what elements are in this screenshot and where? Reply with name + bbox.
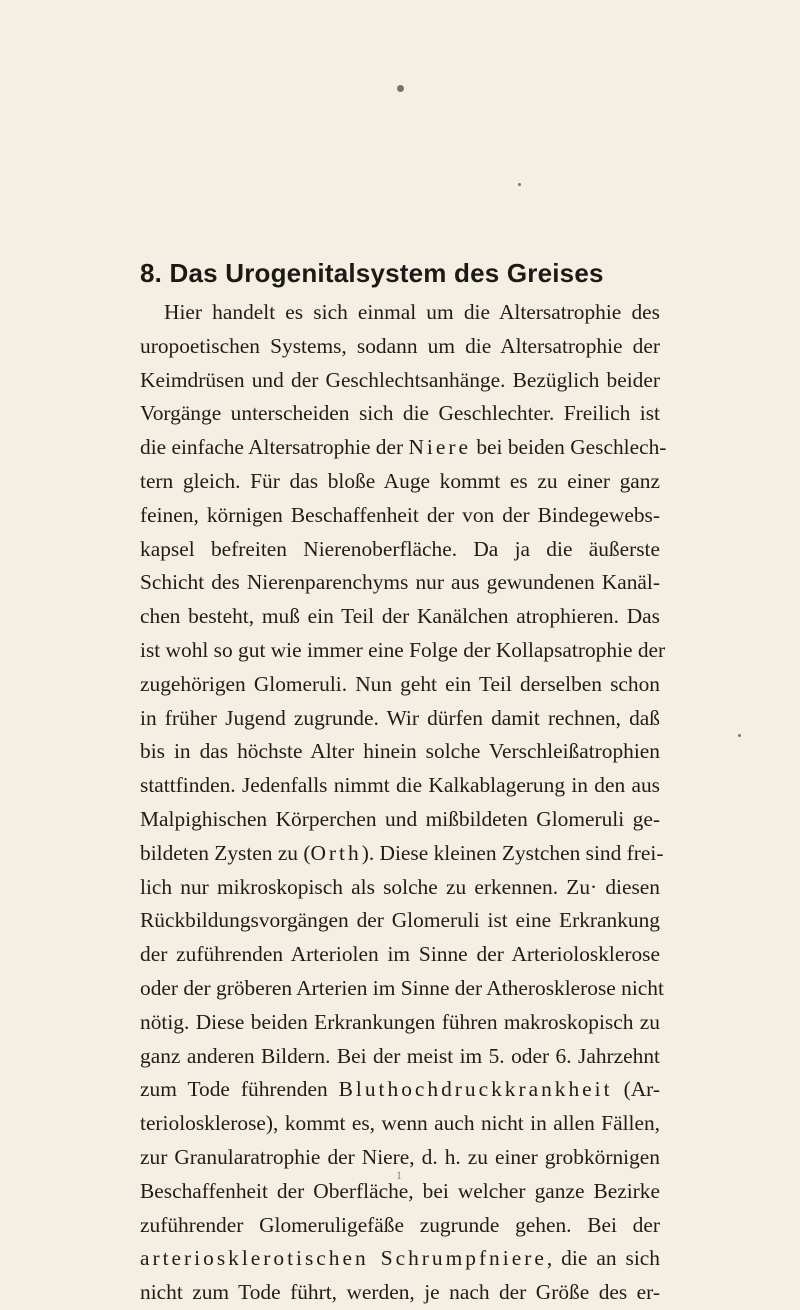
text-line: chen besteht, muß ein Teil der Kanälchen atrophieren. Das: [140, 604, 660, 629]
text-segment: , die an sich: [546, 1246, 660, 1271]
text-line: lich nur mikroskopisch als solche zu erkennen. Zu· diesen: [140, 874, 660, 899]
text-line: ist wohl so gut wie immer eine Folge der Kollapsatrophie der: [140, 637, 666, 662]
body-paragraph: [140, 296, 667, 1310]
text-line: nötig. Diese beiden Erkrankungen führen makroskopisch zu: [140, 1009, 660, 1034]
text-line: Malpighischen Körperchen und mißbildeten Glomeruli ge-: [140, 806, 660, 831]
emphasis-niere: Niere: [408, 435, 471, 460]
ink-speck: [738, 734, 741, 737]
ink-speck: [518, 183, 521, 186]
text-line: [140, 837, 664, 871]
text-line: [140, 431, 667, 465]
emphasis-bluthochdruckkrankheit: Bluthochdruckkrankheit: [338, 1077, 613, 1102]
emphasis-orth: Orth: [310, 840, 362, 865]
text-line: kapsel befreiten Nierenoberfläche. Da ja die äußerste: [140, 536, 660, 561]
text-line: Keimdrüsen und der Geschlechtsanhänge. Bezüglich beider: [140, 367, 660, 392]
text-line: zugehörigen Glomeruli. Nun geht ein Teil derselben schon: [140, 671, 660, 696]
text-line: ganz anderen Bildern. Bei der meist im 5. oder 6. Jahrzehnt: [140, 1043, 660, 1068]
text-line: in früher Jugend zugrunde. Wir dürfen damit rechnen, daß: [140, 705, 660, 730]
text-segment: die einfache Altersatrophie der: [140, 435, 404, 460]
text-line: teriolosklerose), kommt es, wenn auch nicht in allen Fällen,: [140, 1111, 660, 1136]
text-segment: zum Tode führenden: [140, 1077, 328, 1102]
text-segment: ). Diese kleinen Zystchen sind frei-: [361, 840, 664, 865]
page-mark: 1: [396, 1168, 402, 1182]
text-line: [140, 1073, 660, 1107]
text-line: Beschaffenheit der Oberfläche, bei welcher ganze Bezirke: [140, 1178, 660, 1203]
text-line: oder der gröberen Arterien im Sinne der Atherosklerose nicht: [140, 975, 664, 1000]
text-line: uropoetischen Systems, sodann um die Altersatrophie der: [140, 333, 660, 358]
section-heading: 8. Das Urogenitalsystem des Greises: [140, 258, 604, 288]
text-line: Vorgänge unterscheiden sich die Geschlechter. Freilich ist: [140, 401, 660, 426]
text-line: Rückbildungsvorgängen der Glomeruli ist eine Erkrankung: [140, 908, 660, 933]
text-line: Hier handelt es sich einmal um die Altersatrophie des: [164, 300, 660, 324]
text-line: zuführender Glomeruligefäße zugrunde gehen. Bei der: [140, 1212, 660, 1237]
text-line: der zuführenden Arteriolen im Sinne der Arteriolosklerose: [140, 942, 660, 967]
text-segment: bildeten Zysten zu (: [140, 840, 311, 865]
emphasis-schrumpfniere: arteriosklerotischen Schrumpfniere: [140, 1246, 547, 1271]
text-line: Schicht des Nierenparenchyms nur aus gewundenen Kanäl-: [140, 570, 660, 595]
text-line: zur Granularatrophie der Niere, d. h. zu einer grobkörnigen: [140, 1144, 660, 1169]
text-line: nicht zum Tode führt, werden, je nach der Größe des er-: [140, 1280, 660, 1305]
ink-speck: [397, 85, 404, 92]
text-segment: (Ar-: [623, 1077, 660, 1102]
text-line: bis in das höchste Alter hinein solche Verschleißatrophien: [140, 739, 660, 764]
text-line: stattfinden. Jedenfalls nimmt die Kalkablagerung in den aus: [140, 773, 660, 798]
text-line: feinen, körnigen Beschaffenheit der von der Bindegewebs-: [140, 502, 660, 527]
text-line: [140, 1242, 660, 1276]
text-line: tern gleich. Für das bloße Auge kommt es zu einer ganz: [140, 468, 660, 493]
text-segment: bei beiden Geschlech-: [476, 435, 667, 460]
